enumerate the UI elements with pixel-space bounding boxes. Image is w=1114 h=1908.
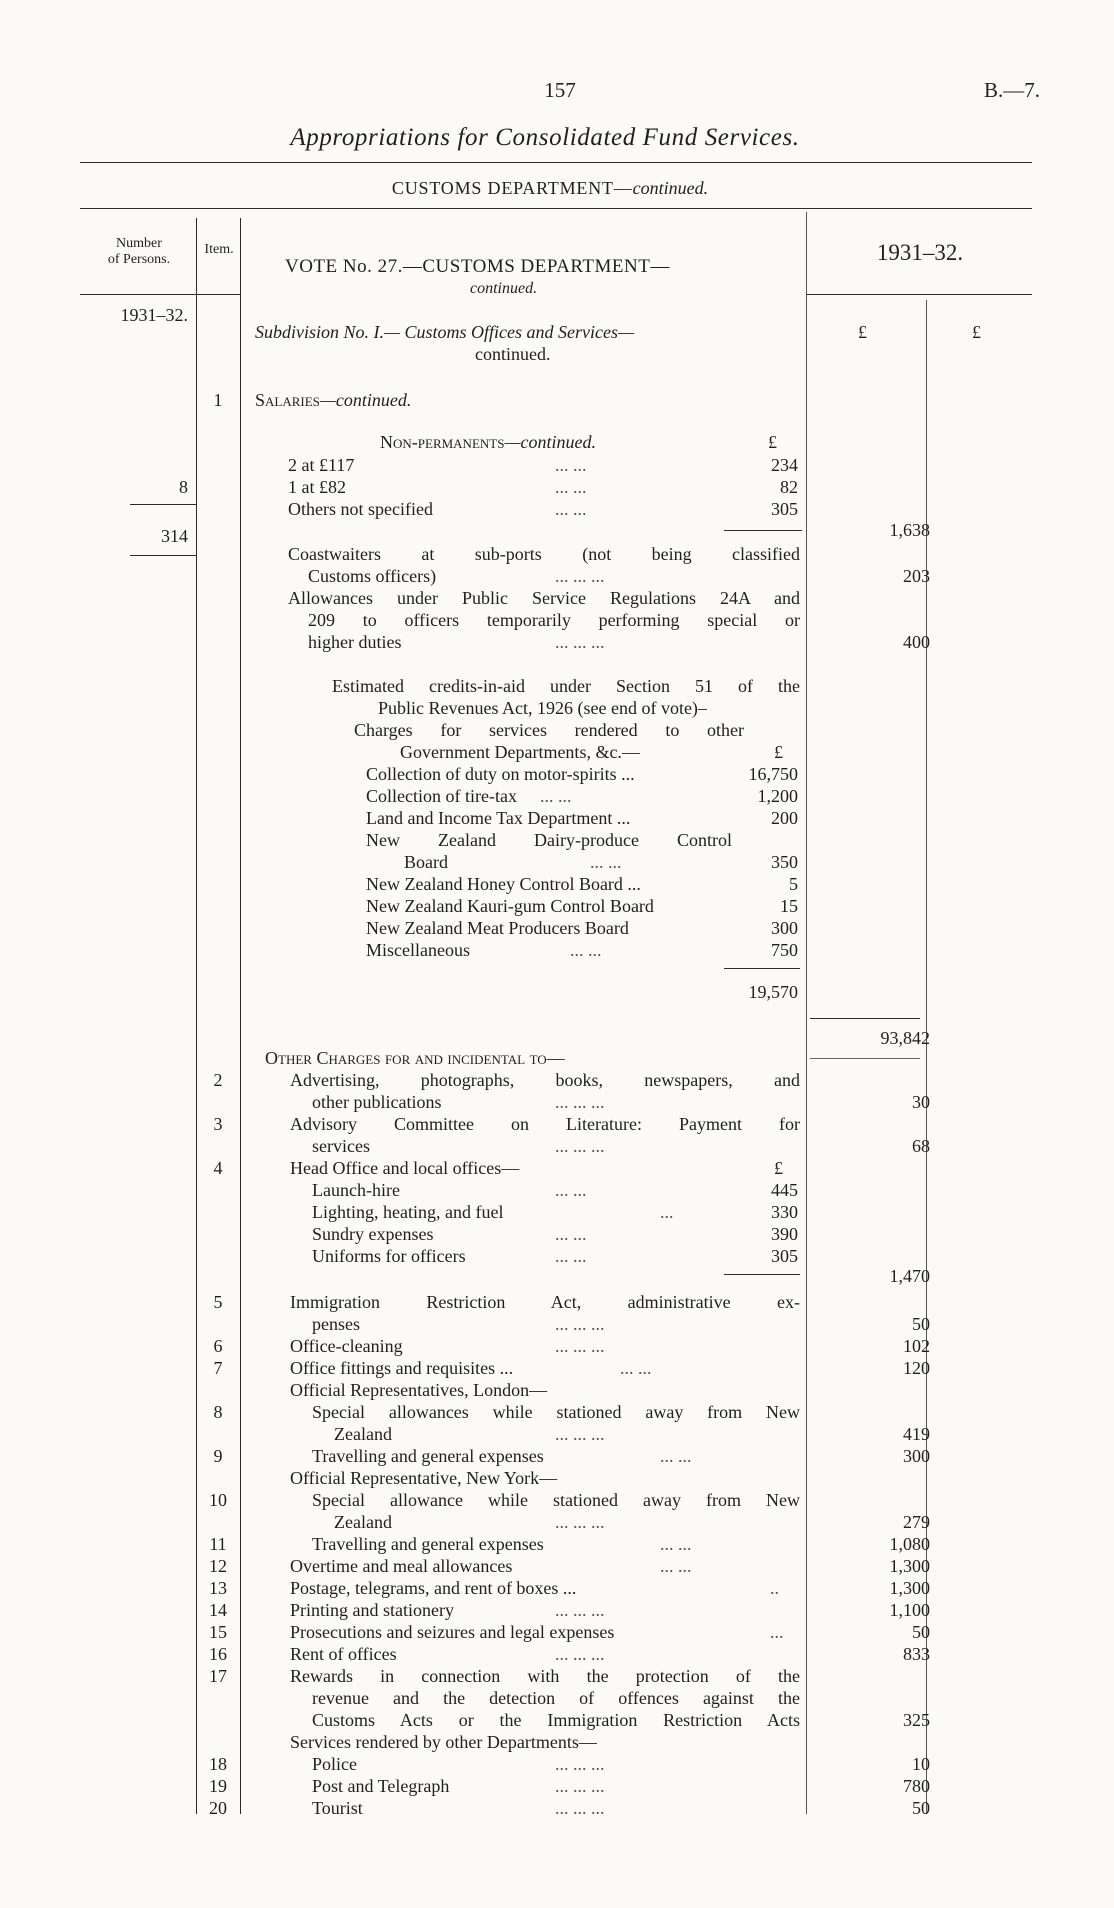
persons-column-header: Number of Persons. [107,236,171,267]
head-office-sub-label: Lighting, heating, and fuel [312,1202,504,1222]
grand-total: 93,842 [880,1028,930,1048]
charge-label: Zealand [334,1512,392,1532]
item-number: 18 [209,1754,227,1774]
salary-line-amount: 305 [771,499,798,519]
rule-colhead-right [806,294,1032,295]
subdivision-heading: Subdivision No. I.— Customs Offices and Services— [255,322,634,342]
item-number: 6 [213,1336,223,1356]
rule-title [80,162,1032,163]
persons-year: 1931–32. [120,305,188,325]
charge-amount: 50 [912,1314,930,1334]
head-office-sub-amount: 330 [771,1202,798,1222]
charge-amount: 50 [912,1622,930,1642]
leader-dots: ... ... [555,455,587,475]
item-number: 3 [213,1114,223,1134]
item-number: 11 [209,1534,227,1554]
credits-line: Estimated credits-in-aid under Section 51 of the [332,676,800,696]
credit-item-label: New Zealand Kauri-gum Control Board [366,896,654,916]
charge-amount: 1,300 [889,1578,930,1598]
credits-total: 19,570 [748,982,798,1002]
charge-amount: 419 [903,1424,930,1444]
rule-grand-total [810,1018,920,1019]
service-label: Police [312,1754,357,1774]
charge-amount: 325 [903,1710,930,1730]
leader-dots: ... ... [660,1556,692,1576]
pound-sign: £ [774,1158,783,1178]
leader-dots: ... ... ... [555,1136,605,1156]
department-heading: CUSTOMS DEPARTMENT—continued. [391,178,709,198]
salary-line-amount: 82 [780,477,798,497]
rule-v-item [240,218,241,1814]
charge-label: Office fittings and requisites ... [290,1358,514,1378]
london-heading: Official Representatives, London— [290,1380,548,1400]
item-number: 12 [209,1556,227,1576]
leader-dots: ... ... [555,1180,587,1200]
credits-line: Public Revenues Act, 1926 (see end of vote)– [378,698,707,718]
credits-line: Government Departments, &c.— [400,742,640,762]
credit-item-label: New Zealand Honey Control Board ... [366,874,641,894]
item-column-header: Item. [204,242,234,257]
persons-count: 8 [179,477,188,497]
item-number: 8 [213,1402,223,1422]
pound-heading-1: £ [858,322,867,342]
newyork-heading: Official Representative, New York— [290,1468,558,1488]
charge-amount: 68 [912,1136,930,1156]
leader-dots: ... [770,1622,784,1642]
charge-amount: 833 [903,1644,930,1664]
other-charges-heading: Other Charges for and incidental to— [265,1048,565,1068]
charge-label: services [312,1136,370,1156]
leader-dots: ... ... [570,940,602,960]
item-number: 17 [209,1666,227,1686]
pound-sign: £ [774,742,783,762]
charge-amount: 279 [903,1512,930,1532]
item-number: 19 [209,1776,227,1796]
salaries-heading: Salaries—continued. [255,390,412,410]
item-number: 9 [213,1446,223,1466]
salary-line-label: 1 at £82 [288,477,346,497]
charge-amount: 120 [903,1358,930,1378]
charge-label: Rent of offices [290,1644,397,1664]
charge-amount: 30 [912,1092,930,1112]
charge-label: other publications [312,1092,442,1112]
leader-dots: ... ... [555,1224,587,1244]
vote-heading: VOTE No. 27.—CUSTOMS DEPARTMENT— [285,256,670,277]
credit-item-label: New Zealand Meat Producers Board [366,918,629,938]
charge-label: Customs Acts or the Immigration Restriction Acts [312,1710,800,1730]
page-number: 157 [544,78,576,102]
item-number: 13 [209,1578,227,1598]
leader-dots: ... ... ... [555,632,605,652]
charge-amount: 1,080 [889,1534,930,1554]
leader-dots: ... ... [540,786,572,806]
leader-dots: ... ... [660,1446,692,1466]
item-number: 7 [213,1358,223,1378]
rule-v-amount1 [806,212,807,1814]
persons-total: 314 [161,526,188,546]
allowances-line: higher duties [308,632,402,652]
charge-label: Zealand [334,1424,392,1444]
credit-item-amount: 750 [771,940,798,960]
allowances-line: Allowances under Public Service Regulations 24A and [288,588,800,608]
charge-label: Travelling and general expenses [312,1446,544,1466]
leader-dots: ... ... [555,1246,587,1266]
salary-line-label: Others not specified [288,499,433,519]
service-amount: 50 [912,1798,930,1818]
leader-dots: ... ... [555,499,587,519]
credit-item-label: Collection of tire-tax [366,786,517,806]
nonpermanents-heading: Non-permanents—continued. [380,432,596,452]
head-office-heading: Head Office and local offices— [290,1158,520,1178]
charge-label: Special allowances while stationed away from New [312,1402,800,1422]
charge-label: Advisory Committee on Literature: Payment for [290,1114,800,1134]
salary-line-label: 2 at £117 [288,455,355,475]
credit-item-label: Collection of duty on motor-spirits ... [366,764,635,784]
charge-label: Postage, telegrams, and rent of boxes ... [290,1578,577,1598]
leader-dots: ... ... [590,852,622,872]
rule-persons-sum [130,504,196,505]
salaries-total: 1,638 [889,520,930,540]
head-office-sub-amount: 390 [771,1224,798,1244]
leader-dots: ... ... ... [555,1798,605,1818]
head-office-sub-amount: 305 [771,1246,798,1266]
leader-dots: ... ... ... [555,566,605,586]
charge-label: Prosecutions and seizures and legal expenses [290,1622,615,1642]
rule-credits [724,968,800,969]
charge-label: Rewards in connection with the protection of the [290,1666,800,1686]
salary-line-amount: 234 [771,455,798,475]
charge-label: Immigration Restriction Act, administrative ex- [290,1292,800,1312]
charge-amount: 300 [903,1446,930,1466]
charge-label: penses [312,1314,360,1334]
leader-dots: ... ... ... [555,1424,605,1444]
item-number: 15 [209,1622,227,1642]
credit-item-amount: 300 [771,918,798,938]
service-amount: 10 [912,1754,930,1774]
rule-head-office [724,1274,800,1275]
item-number: 16 [209,1644,227,1664]
charge-amount: 1,100 [889,1600,930,1620]
credit-item-label: Miscellaneous [366,940,470,960]
charge-label: Travelling and general expenses [312,1534,544,1554]
charge-label: Special allowance while stationed away from New [312,1490,800,1510]
leader-dots: ... ... [660,1534,692,1554]
charge-amount: 102 [903,1336,930,1356]
rule-colhead-left [80,294,240,295]
allowances-line: 209 to officers temporarily performing special or [308,610,800,630]
credit-item-amount: 5 [789,874,798,894]
head-office-sub-label: Launch-hire [312,1180,400,1200]
service-label: Post and Telegraph [312,1776,450,1796]
charge-label: Office-cleaning [290,1336,403,1356]
leader-dots: ... ... ... [555,1336,605,1356]
allowances-amount: 400 [903,632,930,652]
item-number: 14 [209,1600,227,1620]
charge-label: Overtime and meal allowances [290,1556,513,1576]
leader-dots: ... ... [555,477,587,497]
rule-subtotal [724,530,802,531]
item-number: 2 [213,1070,223,1090]
charge-label: Printing and stationery [290,1600,454,1620]
leader-dots: ... ... ... [555,1776,605,1796]
head-office-sub-amount: 445 [771,1180,798,1200]
coastwaiters-line: Customs officers) [308,566,437,586]
vote-heading-continued: continued. [470,280,538,297]
document-reference: B.—7. [983,78,1040,102]
leader-dots: ... ... ... [555,1512,605,1532]
pound-sign: £ [768,432,777,452]
item-number: 1 [213,390,223,410]
coastwaiters-amount: 203 [903,566,930,586]
pound-heading-2: £ [972,322,981,342]
page-title: Appropriations for Consolidated Fund Services. [290,124,800,151]
head-office-sub-label: Sundry expenses [312,1224,434,1244]
credit-item-amount: 350 [771,852,798,872]
leader-dots: ... ... [620,1358,652,1378]
year-heading: 1931–32. [876,240,964,265]
credit-item-amount: 15 [780,896,798,916]
head-office-total: 1,470 [889,1266,930,1286]
leader-dots: ... ... ... [555,1092,605,1112]
leader-dots: ... ... ... [555,1754,605,1774]
service-label: Tourist [312,1798,363,1818]
item-number: 4 [213,1158,223,1178]
item-number: 5 [213,1292,223,1312]
credit-item-amount: 200 [771,808,798,828]
coastwaiters-line: Coastwaiters at sub-ports (not being classified [288,544,800,564]
credit-item-label: Land and Income Tax Department ... [366,808,631,828]
credit-item-amount: 16,750 [748,764,798,784]
services-heading: Services rendered by other Departments— [290,1732,597,1752]
credits-line: Charges for services rendered to other [354,720,744,740]
rule-dept [80,208,1032,209]
head-office-sub-label: Uniforms for officers [312,1246,466,1266]
credit-item-label: Board [404,852,448,872]
subdivision-continued: continued. [475,344,551,364]
rule-persons-total [130,555,196,556]
leader-dots: ... ... ... [555,1644,605,1664]
leader-dots: .. [770,1578,779,1598]
leader-dots: ... ... ... [555,1600,605,1620]
leader-dots: ... ... ... [555,1314,605,1334]
credit-item-label: New Zealand Dairy-produce Control [366,830,732,850]
charge-label: Advertising, photographs, books, newspapers, and [290,1070,800,1090]
item-number: 10 [209,1490,227,1510]
credit-item-amount: 1,200 [757,786,798,806]
service-amount: 780 [903,1776,930,1796]
rule-grand-total-under [810,1058,920,1059]
leader-dots: ... [660,1202,674,1222]
charge-amount: 1,300 [889,1556,930,1576]
item-number: 20 [209,1798,227,1818]
charge-label: revenue and the detection of offences against the [312,1688,800,1708]
